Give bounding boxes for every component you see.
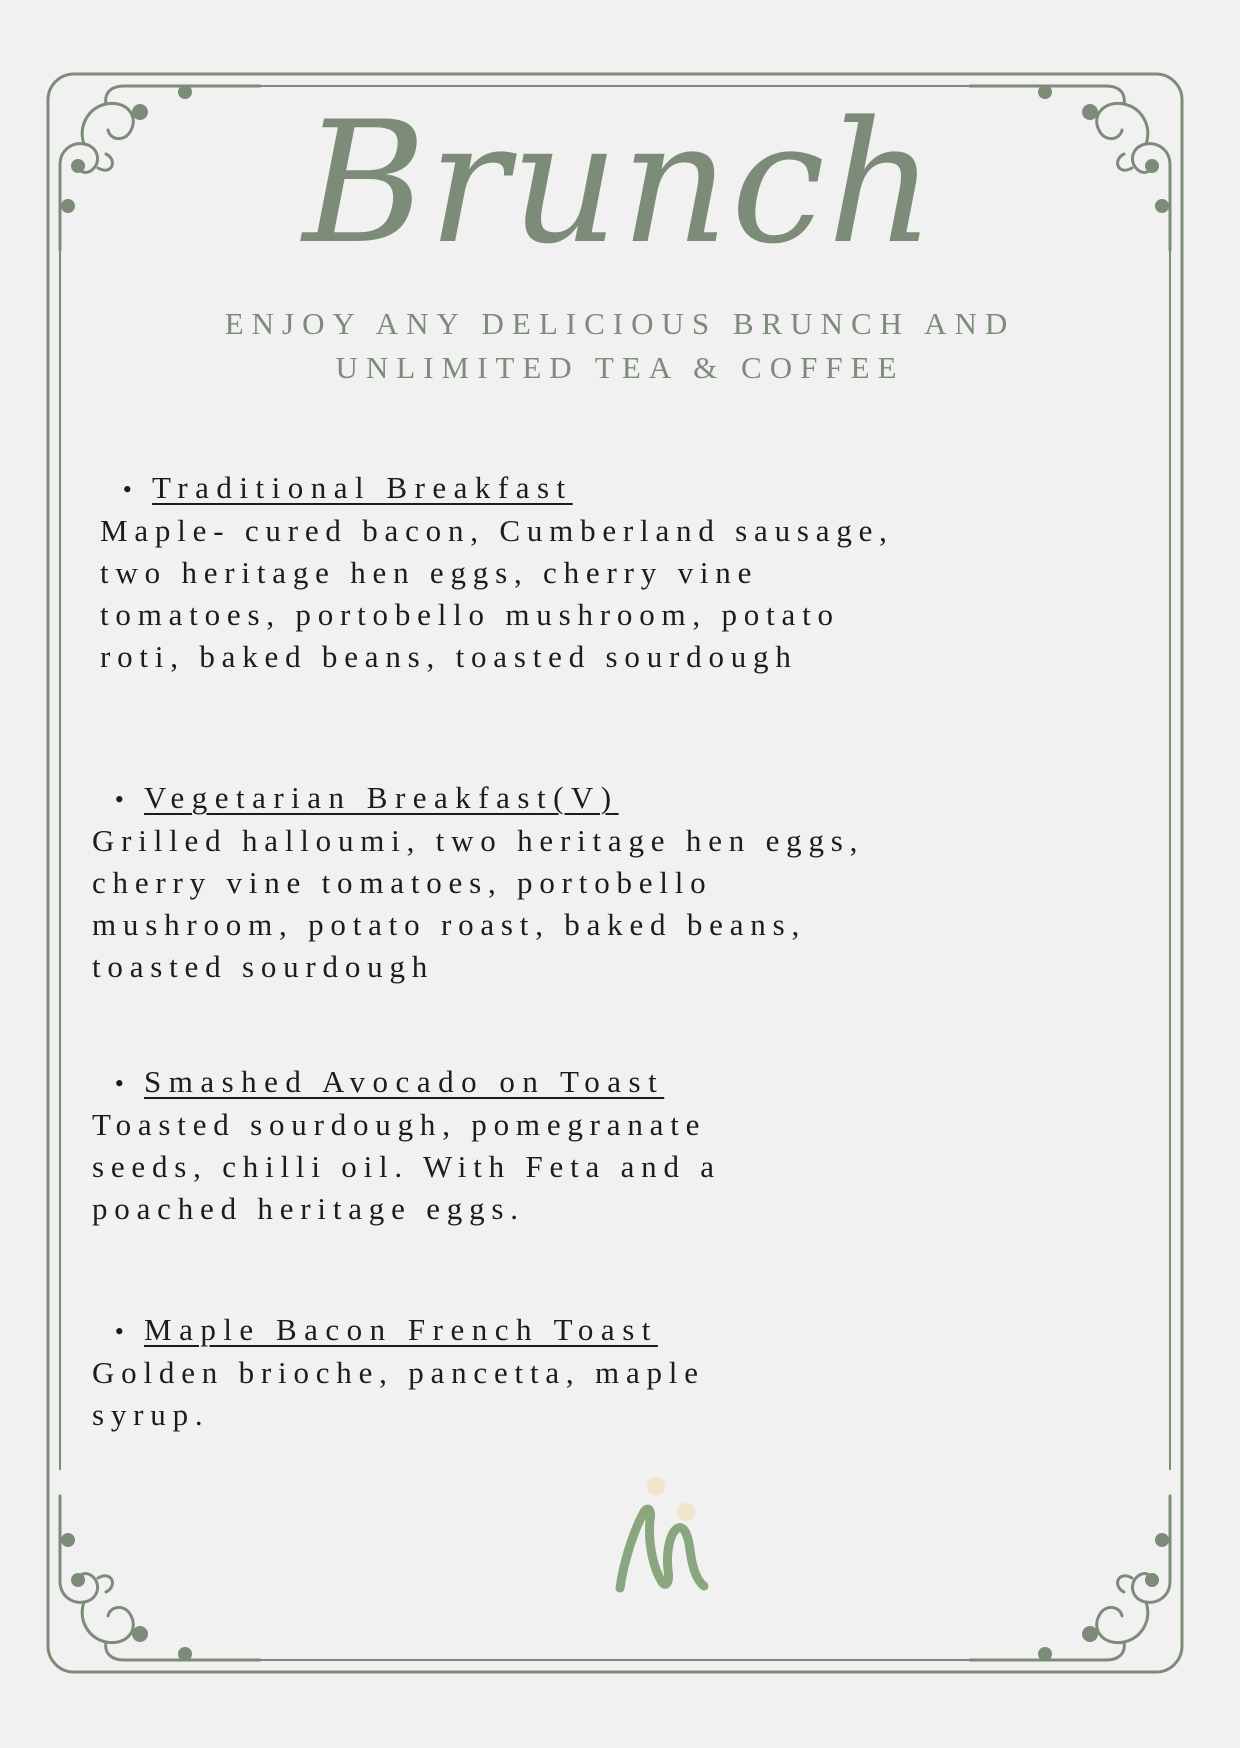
bullet-icon: • [114, 1069, 132, 1098]
bullet-icon: • [122, 475, 140, 504]
menu-item-maple-bacon-french-toast [92, 1310, 922, 1436]
corner-flourish-bottom-left [60, 1496, 260, 1661]
item-name: Smashed Avocado on Toast [144, 1064, 665, 1099]
item-description: Maple- cured bacon, Cumberland sausage, two heritage hen eggs, cherry vine tomatoes, portobello mushroom, potato roti, baked beans, toasted sourdough [100, 513, 894, 674]
bullet-icon: • [114, 785, 132, 814]
menu-item-vegetarian-breakfast [92, 778, 922, 988]
item-description: Grilled halloumi, two heritage hen eggs, cherry vine tomatoes, portobello mushroom, potato roast, baked beans, toasted sourdough [92, 823, 865, 984]
corner-flourish-bottom-right [970, 1496, 1170, 1661]
item-name: Traditional Breakfast [152, 470, 573, 505]
menu-subtitle: ENJOY ANY DELICIOUS BRUNCH AND UNLIMITED TEA & COFFEE [224, 306, 1016, 385]
item-name: Vegetarian Breakfast(V) [144, 780, 619, 815]
bullet-icon: • [114, 1317, 132, 1346]
m-brand-logo [604, 1470, 714, 1600]
item-description: Toasted sourdough, pomegranate seeds, chilli oil. With Feta and a poached heritage eggs. [92, 1107, 721, 1226]
menu-title: Brunch [302, 85, 938, 281]
item-description: Golden brioche, pancetta, maple syrup. [92, 1355, 705, 1432]
item-name: Maple Bacon French Toast [144, 1312, 658, 1347]
menu-item-smashed-avocado [92, 1062, 922, 1230]
menu-item-traditional-breakfast [100, 468, 930, 678]
